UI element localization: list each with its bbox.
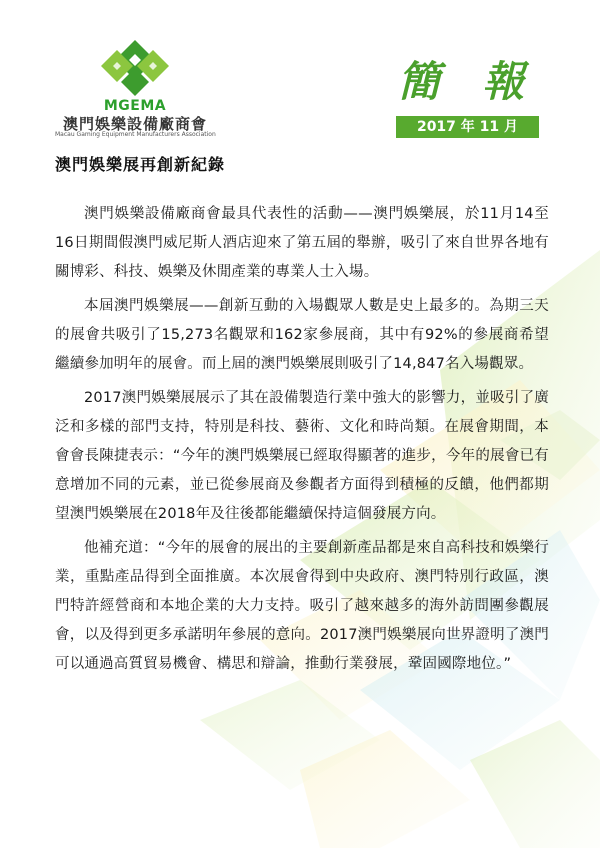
mgema-logo xyxy=(55,38,215,138)
date-badge: 2017 年 11 月 xyxy=(396,116,539,138)
paragraph-1: 澳門娛樂設備廠商會最具代表性的活動——澳門娛樂展，於11月14至16日期間假澳門威尼斯人酒店迎來了第五屆的舉辦，吸引了來自世界各地有關博彩、科技、娛樂及休閒產業的專業人士入場。 xyxy=(55,206,549,280)
org-name-english: Macau Gaming Equipment Manufacturers Association xyxy=(55,131,216,138)
article-headline: 澳門娛樂展再創新紀錄 xyxy=(55,155,226,174)
article-body xyxy=(55,200,549,684)
logo-diamond-icon xyxy=(97,38,173,96)
paragraph-3: 2017澳門娛樂展展示了其在設備製造行業中強大的影響力，並吸引了廣泛和多樣的部門支持，特別是科技、藝術、文化和時尚類。在展會期間，本會會長陳捷表示：“今年的澳門娛樂展已經取得顯著的進步，今年的展會已有意增加不同的元素，並已從參展商及參觀者方面得到積極的反饋，他們都期望澳門娛樂展在2018年及往後都能繼續保持這個發展方向。 xyxy=(55,390,549,522)
paragraph-4: 他補充道：“今年的展會的展出的主要創新產品都是來自高科技和娛樂行業，重點產品得到全面推廣。本次展會得到中央政府、澳門特別行政區，澳門特許經營商和本地企業的大力支持。吸引了越來越多的海外訪問團參觀展會，以及得到更多承諾明年參展的意向。2017澳門娛樂展向世界證明了澳門可以通過高質貿易機會、構思和辯論，推動行業發展，鞏固國際地位。” xyxy=(55,540,549,672)
org-name-chinese: 澳門娛樂設備廠商會 xyxy=(62,115,207,133)
report-title: 簡 報 xyxy=(397,57,539,106)
paragraph-2: 本屆澳門娛樂展——創新互動的入場觀眾人數是史上最多的。為期三天的展會共吸引了15,273名觀眾和162家參展商，其中有92%的參展商希望繼續參加明年的展會。而上屆的澳門娛樂展則吸引了14,847名入場觀眾。 xyxy=(55,298,549,372)
brand-name: MGEMA xyxy=(103,98,167,114)
